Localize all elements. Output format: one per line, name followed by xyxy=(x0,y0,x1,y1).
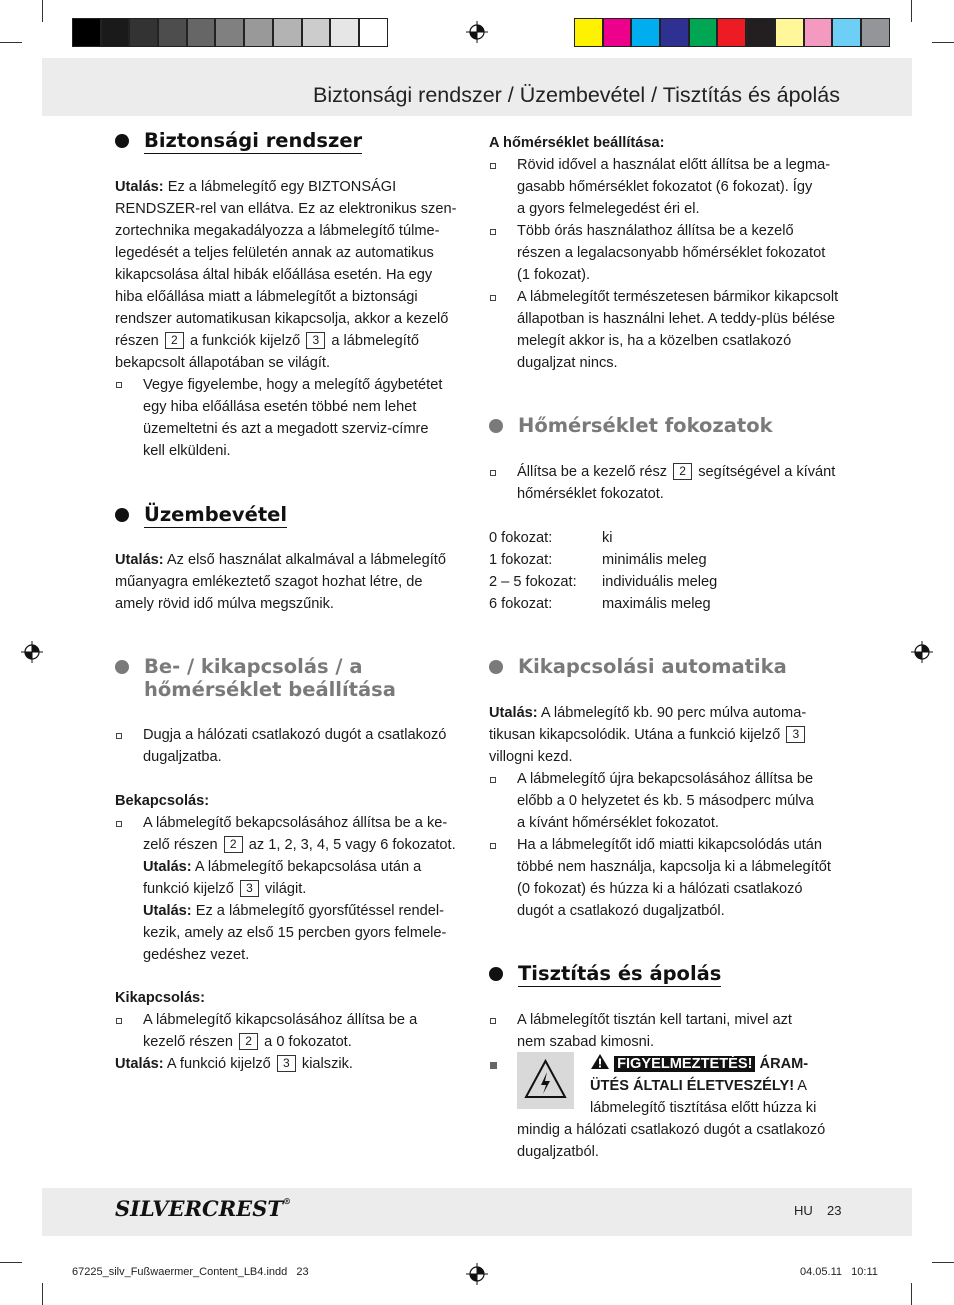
bullet-line: melegít akkor is, ha a közelben csatlakozó xyxy=(517,333,792,349)
checkbox-bullet-icon xyxy=(490,163,496,169)
subheading-off: Kikapcsolás: xyxy=(115,990,206,1006)
part-number-box: 2 xyxy=(165,332,184,349)
part-number-box: 3 xyxy=(306,332,325,349)
registration-mark-icon xyxy=(911,641,933,663)
bullet-line: kell elküldeni. xyxy=(143,443,231,459)
color-swatch xyxy=(746,18,775,47)
paragraph-line: legedését a teljes felületén annak az automatikus xyxy=(115,245,434,261)
paragraph-line: hiba előállása miatt a lábmelegítőt a biztonsági xyxy=(115,289,418,305)
paragraph-line: rendszer automatikusan kikapcsolja, akkor a kezelő xyxy=(115,311,449,327)
page-number: 23 xyxy=(827,1203,842,1218)
paragraph-line: RENDSZER-rel van ellátva. Ez az elektronikus szen- xyxy=(115,201,457,217)
note-line: Utalás: Ez a lábmelegítő gyorsfűtéssel rendel- xyxy=(143,903,444,919)
bullet-line: A lábmelegítő újra bekapcsolásához állítsa be xyxy=(517,771,814,787)
bullet-line: Állítsa be a kezelő rész 2 segítségével a kívánt xyxy=(517,464,836,480)
bullet-dot-icon xyxy=(489,660,503,674)
bullet-line: (1 fokozat). xyxy=(517,267,590,283)
brand-logo: SILVERCREST® xyxy=(115,1196,291,1221)
warning-line: lábmelegítő tisztítása előtt húzza ki xyxy=(590,1100,817,1116)
color-swatch xyxy=(158,18,187,47)
part-number-box: 2 xyxy=(673,463,692,480)
paragraph-line: zortechnika megakadályozza a lábmelegítő túlme- xyxy=(115,223,440,239)
subheading-temp: A hőmérséklet beállítása: xyxy=(489,135,665,151)
warning-tag: FIGYELMEZTETÉS! xyxy=(614,1056,755,1072)
warning-line: dugaljzatból. xyxy=(517,1144,599,1160)
electric-shock-warning-icon xyxy=(517,1052,574,1109)
warning-line: FIGYELMEZTETÉS! ÁRAM- xyxy=(590,1053,808,1075)
note-line: Utalás: A lábmelegítő bekapcsolása után a xyxy=(143,859,422,875)
checkbox-bullet-icon xyxy=(116,1018,122,1024)
paragraph-line: amely rövid idő múlva megszűnik. xyxy=(115,596,334,612)
checkbox-bullet-icon xyxy=(490,470,496,476)
bullet-line: üzemeltetni és azt a megadott szerviz-címre xyxy=(143,421,429,437)
checkbox-bullet-icon xyxy=(490,295,496,301)
bullet-line: A lábmelegítő bekapcsolásához állítsa be a ke- xyxy=(143,815,448,831)
color-swatch xyxy=(330,18,359,47)
registration-mark-icon xyxy=(21,641,43,663)
bullet-line: gasabb hőmérséklet fokozatot (6 fokozat). Így xyxy=(517,179,813,195)
color-swatch xyxy=(689,18,718,47)
bullet-line: A lábmelegítőt tisztán kell tartani, mivel azt xyxy=(517,1012,792,1028)
bullet-line: többé nem használja, kapcsolja ki a lábmelegítőt xyxy=(517,859,831,875)
level-value: minimális meleg xyxy=(602,552,707,568)
color-swatch xyxy=(101,18,130,47)
crop-mark xyxy=(42,1283,43,1305)
crop-mark xyxy=(932,42,954,43)
paragraph-line: műanyagra emlékeztető szagot hozhat létre, de xyxy=(115,574,423,590)
level-value: ki xyxy=(602,530,613,546)
checkbox-bullet-icon xyxy=(490,777,496,783)
color-swatch xyxy=(244,18,273,47)
color-swatch xyxy=(861,18,890,47)
part-number-box: 3 xyxy=(786,726,805,743)
note-line: tikusan kikapcsolódik. Utána a funkció kijelző 3 xyxy=(489,724,807,746)
part-number-box: 2 xyxy=(224,836,243,853)
color-swatch xyxy=(129,18,158,47)
paragraph-line: Utalás: Ez a lábmelegítő egy BIZTONSÁGI xyxy=(115,179,397,195)
bullet-line: Rövid idővel a használat előtt állítsa be a legma- xyxy=(517,157,831,173)
process-color-bar xyxy=(574,18,890,47)
paragraph-line: Utalás: Az első használat alkalmával a lábmelegítő xyxy=(115,552,446,568)
warning-line: ÜTÉS ÁLTALI ÉLETVESZÉLY! A xyxy=(590,1078,808,1094)
section-heading-auto-off: Kikapcsolási automatika xyxy=(489,655,787,678)
bullet-dot-icon xyxy=(115,508,129,522)
grayscale-color-bar xyxy=(72,18,388,47)
bullet-line: dugót a csatlakozó dugaljzatból. xyxy=(517,903,725,919)
section-heading-levels: Hőmérséklet fokozatok xyxy=(489,414,773,437)
bullet-line: nem szabad kimosni. xyxy=(517,1034,655,1050)
level-key: 6 fokozat: xyxy=(489,596,553,612)
bullet-dot-icon xyxy=(489,419,503,433)
section-heading-onoff: Be- / kikapcsolás / a hőmérséklet beállítása xyxy=(115,655,396,701)
part-number-box: 3 xyxy=(277,1055,296,1072)
level-value: maximális meleg xyxy=(602,596,711,612)
note-line: kezik, amely az első 15 percben gyors felmele- xyxy=(143,925,447,941)
crop-mark xyxy=(42,0,43,22)
bullet-line: Több órás használathoz állítsa be a kezelő xyxy=(517,223,794,239)
bullet-line: egy hiba előállása esetén többé nem lehet xyxy=(143,399,417,415)
checkbox-bullet-icon xyxy=(116,821,122,827)
crop-mark xyxy=(911,1283,912,1305)
color-swatch xyxy=(832,18,861,47)
checkbox-bullet-icon xyxy=(490,1018,496,1024)
bullet-dot-icon xyxy=(489,967,503,981)
file-slug: 67225_silv_Fußwaermer_Content_LB4.indd 23 xyxy=(72,1266,309,1278)
checkbox-bullet-icon xyxy=(116,733,122,739)
checkbox-bullet-icon xyxy=(490,229,496,235)
note-line: villogni kezd. xyxy=(489,749,573,765)
bullet-line: Vegye figyelembe, hogy a melegítő ágybetétet xyxy=(143,377,443,393)
subheading-on: Bekapcsolás: xyxy=(115,793,210,809)
bullet-line: A lábmelegítő kikapcsolásához állítsa be a xyxy=(143,1012,418,1028)
warning-triangle-icon xyxy=(590,1053,610,1070)
level-key: 1 fokozat: xyxy=(489,552,553,568)
bullet-line: hőmérséklet fokozatot. xyxy=(517,486,664,502)
warning-box xyxy=(517,1052,574,1109)
bullet-line: a gyors felmelegedést éri el. xyxy=(517,201,700,217)
color-swatch xyxy=(603,18,632,47)
part-number-box: 3 xyxy=(240,880,259,897)
color-swatch xyxy=(302,18,331,47)
crop-mark xyxy=(0,1262,22,1263)
crop-mark xyxy=(0,42,22,43)
color-swatch xyxy=(775,18,804,47)
crop-mark xyxy=(911,0,912,22)
registration-mark-icon xyxy=(466,1263,488,1285)
color-swatch xyxy=(187,18,216,47)
bullet-line: (0 fokozat) és húzza ki a hálózati csatlakozó xyxy=(517,881,803,897)
bullet-line: Ha a lábmelegítőt idő miatti kikapcsolódás után xyxy=(517,837,823,853)
color-swatch xyxy=(359,18,388,47)
checkbox-bullet-icon xyxy=(116,382,122,388)
note-line: Utalás: A lábmelegítő kb. 90 perc múlva automa- xyxy=(489,705,807,721)
bullet-line: a kívánt hőmérséklet fokozatot. xyxy=(517,815,719,831)
checkbox-bullet-icon xyxy=(490,843,496,849)
paragraph-line: bekapcsolt állapotában se világít. xyxy=(115,355,330,371)
color-swatch xyxy=(273,18,302,47)
bullet-dot-icon xyxy=(115,660,129,674)
color-swatch xyxy=(631,18,660,47)
bullet-line: dugaljzatba. xyxy=(143,749,222,765)
bullet-line: részen a legalacsonyabb hőmérséklet fokozatot xyxy=(517,245,826,261)
color-swatch xyxy=(215,18,244,47)
note-line: Utalás: A funkció kijelző 3 kialszik. xyxy=(115,1056,353,1072)
registration-mark-icon xyxy=(466,21,488,43)
level-value: individuális meleg xyxy=(602,574,718,590)
page-title: Biztonsági rendszer / Üzembevétel / Tisztítás és ápolás xyxy=(313,83,840,107)
color-swatch xyxy=(717,18,746,47)
bullet-line: Dugja a hálózati csatlakozó dugót a csatlakozó xyxy=(143,727,447,743)
section-heading-safety: Biztonsági rendszer xyxy=(115,129,362,154)
note-line: funkció kijelző 3 világit. xyxy=(143,881,307,897)
paragraph-line: részen 2 a funkciók kijelző 3 a lábmelegítő xyxy=(115,333,420,349)
paragraph-line: kikapcsolása által hibák előállása esetén. Ha egy xyxy=(115,267,433,283)
bullet-line: kezelő részen 2 a 0 fokozatot. xyxy=(143,1034,352,1050)
language-code: HU xyxy=(794,1203,813,1218)
color-swatch xyxy=(72,18,101,47)
bullet-line: előbb a 0 helyzetet és kb. 5 másodperc múlva xyxy=(517,793,814,809)
section-heading-cleaning: Tisztítás és ápolás xyxy=(489,962,721,987)
crop-mark xyxy=(932,1262,954,1263)
note-line: gedéshez vezet. xyxy=(143,947,250,963)
warning-line: mindig a hálózati csatlakozó dugót a csatlakozó xyxy=(517,1122,826,1138)
bullet-line: állapotban is használni lehet. A teddy-plüs bélése xyxy=(517,311,836,327)
date-slug: 04.05.11 10:11 xyxy=(800,1266,878,1278)
color-swatch xyxy=(804,18,833,47)
level-key: 0 fokozat: xyxy=(489,530,553,546)
color-swatch xyxy=(574,18,603,47)
part-number-box: 2 xyxy=(239,1033,258,1050)
level-key: 2 – 5 fokozat: xyxy=(489,574,577,590)
bullet-dot-icon xyxy=(115,134,129,148)
section-heading-startup: Üzembevétel xyxy=(115,503,287,528)
bullet-line: A lábmelegítőt természetesen bármikor kikapcsolt xyxy=(517,289,839,305)
bullet-line: zelő részen 2 az 1, 2, 3, 4, 5 vagy 6 fokozatot. xyxy=(143,837,456,853)
filled-bullet-icon xyxy=(490,1062,497,1069)
bullet-line: dugaljzat nincs. xyxy=(517,355,618,371)
color-swatch xyxy=(660,18,689,47)
